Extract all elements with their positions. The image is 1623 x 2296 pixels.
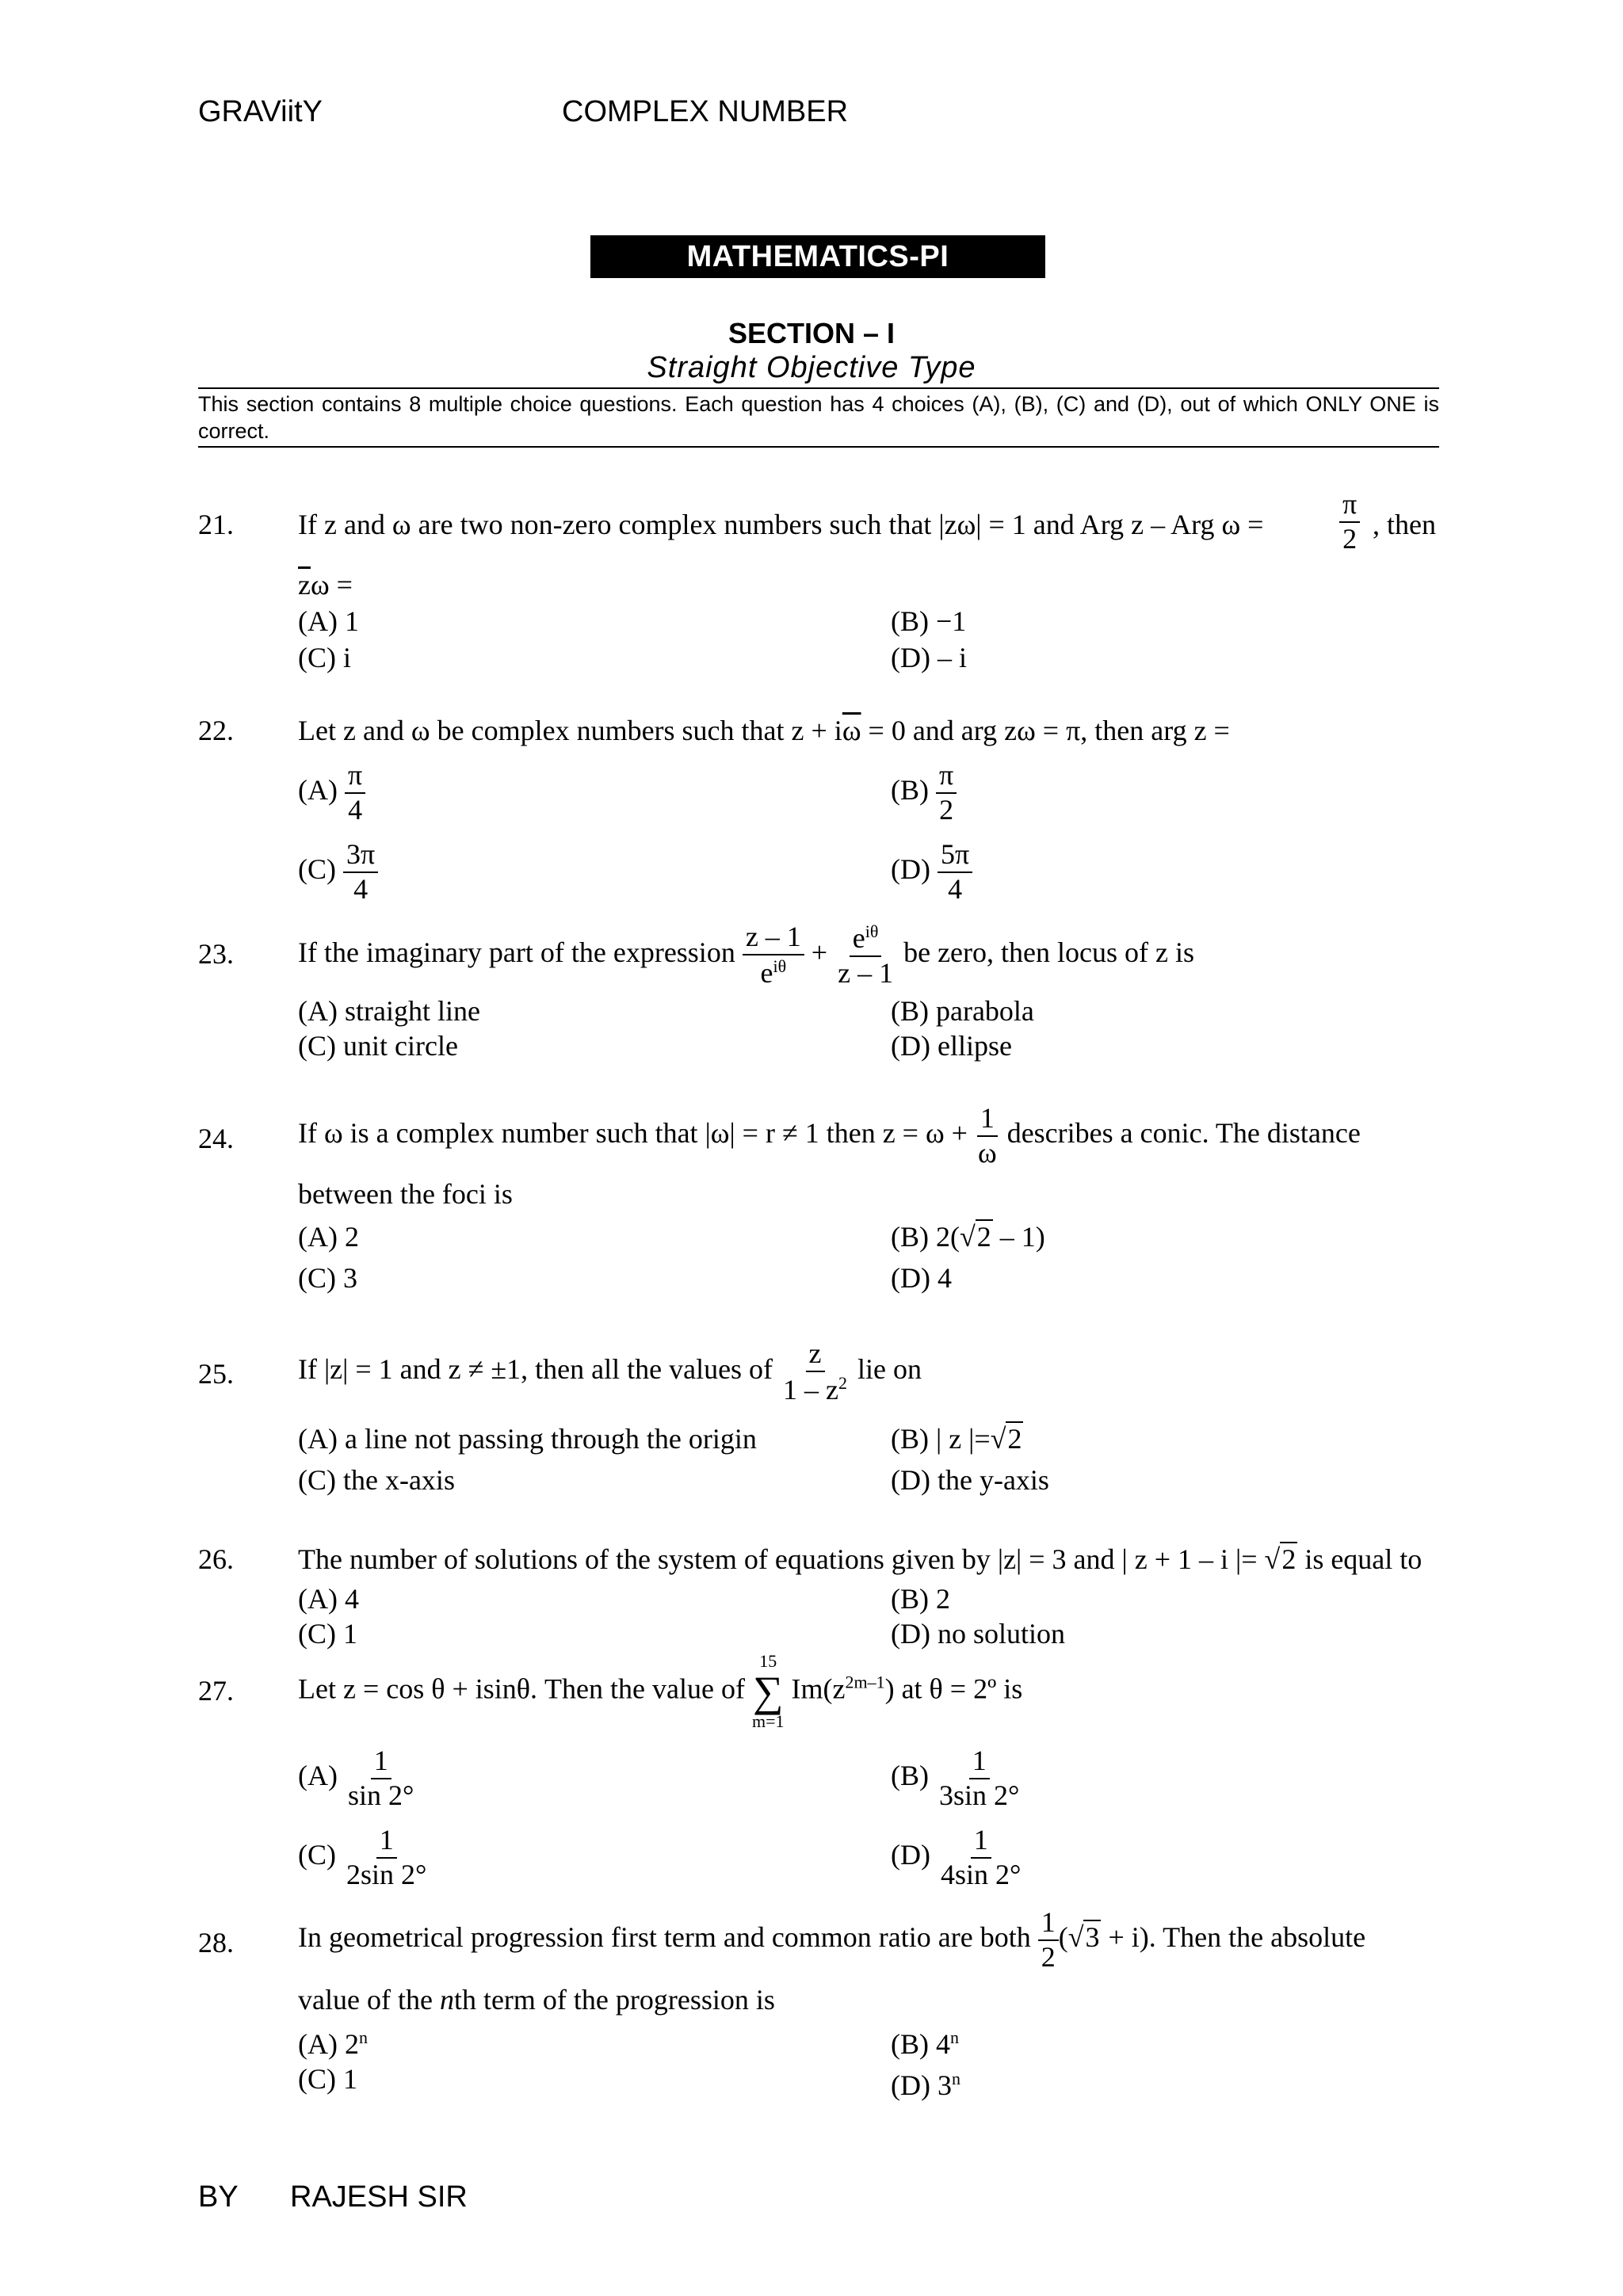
question-line2: value of the nth term of the progression is bbox=[298, 1984, 775, 2016]
option-b[interactable]: (B) 2 bbox=[891, 1583, 950, 1615]
option-b[interactable]: (B) −1 bbox=[891, 605, 967, 637]
option-d[interactable]: (D) the y-axis bbox=[891, 1464, 1049, 1496]
option-b[interactable]: (B) 2(√2 – 1) bbox=[891, 1221, 1045, 1253]
header-left: GRAViitY bbox=[198, 95, 323, 128]
option-c[interactable]: (C) 1 bbox=[298, 1618, 357, 1650]
question-line2: between the foci is bbox=[298, 1178, 513, 1210]
question-number: 27. bbox=[198, 1675, 234, 1707]
section-title: SECTION – I bbox=[727, 317, 896, 349]
option-a[interactable]: (A) $\frac{\pi}{4}$ bbox=[298, 761, 365, 826]
question-fraction: $\frac{\pi}{2}$ bbox=[1339, 490, 1360, 555]
question-text: If z and ω are two non-zero complex numbers such that |zω| = 1 and Arg z – Arg ω = bbox=[298, 509, 1264, 540]
divider-top bbox=[198, 387, 1439, 389]
option-a[interactable]: (A) 2$^n$ bbox=[298, 2027, 368, 2060]
option-c[interactable]: (C) $\frac{1}{2\sin 2^\circ}$ bbox=[298, 1824, 427, 1890]
option-d[interactable]: (D) $\frac{1}{4\sin 2^\circ}$ bbox=[891, 1824, 1022, 1890]
question-number: 23. bbox=[198, 938, 234, 970]
question-number: 24. bbox=[198, 1123, 234, 1154]
option-b[interactable]: (B) 4$^n$ bbox=[891, 2027, 959, 2060]
question-line2: $\overline{z}\omega$ = bbox=[298, 569, 353, 601]
option-c[interactable]: (C) 1 bbox=[298, 2063, 357, 2095]
question-text: Let z = cos θ + isinθ. Then the value of 15 ∑ m=1 $Im(z^{2m-1})$ at θ = 2º is bbox=[298, 1651, 1023, 1731]
option-a[interactable]: (A) $\frac{1}{\sin 2^\circ}$ bbox=[298, 1745, 414, 1811]
option-d[interactable]: (D) 4 bbox=[891, 1262, 952, 1294]
question-text: If ω is a complex number such that |ω| = r ≠ 1 then z = ω + $\frac{1}{\omega}$ describes a conic. The distance bbox=[298, 1102, 1361, 1169]
option-c[interactable]: (C) the x-axis bbox=[298, 1464, 455, 1496]
question-text: If |z| = 1 and z ≠ ±1, then all the values of $\frac{z}{1 - z^2}$ lie on bbox=[298, 1337, 922, 1405]
footer-by: BY bbox=[198, 2180, 239, 2214]
question-text: The number of solutions of the system of equations given by |z| = 3 and | z + 1 – i |= √2 is equal to bbox=[298, 1543, 1423, 1575]
option-b[interactable]: (B) parabola bbox=[891, 995, 1034, 1027]
option-d[interactable]: (D) – i bbox=[891, 642, 967, 673]
subject-banner: MATHEMATICS-PI bbox=[590, 235, 1045, 278]
option-d[interactable]: (D) 3$^n$ bbox=[891, 2069, 960, 2101]
option-c[interactable]: (C) 3 bbox=[298, 1262, 357, 1294]
question-number: 26. bbox=[198, 1543, 234, 1575]
question-text-tail: , then bbox=[1373, 509, 1436, 540]
option-a[interactable]: (A) a line not passing through the origin bbox=[298, 1423, 757, 1455]
option-d[interactable]: (D) no solution bbox=[891, 1618, 1065, 1650]
question-text: Let z and ω be complex numbers such that $z + i\overline{\omega} = 0$ and arg zω = π, then arg z = bbox=[298, 715, 1230, 746]
option-a[interactable]: (A) straight line bbox=[298, 995, 480, 1027]
option-c[interactable]: (C) $\frac{3\pi}{4}$ bbox=[298, 840, 378, 905]
option-b[interactable]: (B) $\frac{1}{3\sin 2^\circ}$ bbox=[891, 1745, 1020, 1811]
question-number: 25. bbox=[198, 1358, 234, 1390]
section-instructions: This section contains 8 multiple choice questions. Each question has 4 choices (A), (B), (C) and (D), out of which ONLY ONE is correct. bbox=[198, 392, 1439, 443]
question-text: In geometrical progression first term and common ratio are both $\frac{1}{2}$ (√3 + i). Then the absolute bbox=[298, 1906, 1366, 1973]
option-b[interactable]: (B) | z |=√2 bbox=[891, 1423, 1022, 1455]
option-d[interactable]: (D) $\frac{5\pi}{4}$ bbox=[891, 840, 972, 905]
question-number: 28. bbox=[198, 1927, 234, 1958]
question-number: 22. bbox=[198, 715, 234, 746]
option-b[interactable]: (B) $\frac{\pi}{2}$ bbox=[891, 761, 957, 826]
question-number: 21. bbox=[198, 509, 234, 540]
option-c[interactable]: (C) unit circle bbox=[298, 1030, 458, 1062]
option-a[interactable]: (A) 1 bbox=[298, 605, 359, 637]
question-text: If the imaginary part of the expression $\frac{z - 1}{e^{i\theta}}$ + $\frac{e^{i\theta}}{z - 1}$ be zero, then locus of z is bbox=[298, 921, 1194, 989]
divider-bottom bbox=[198, 446, 1439, 448]
option-d[interactable]: (D) ellipse bbox=[891, 1030, 1012, 1062]
footer-author: RAJESH SIR bbox=[290, 2180, 468, 2214]
option-a[interactable]: (A) 2 bbox=[298, 1221, 359, 1253]
section-subtitle: Straight Objective Type bbox=[647, 351, 976, 384]
option-a[interactable]: (A) 4 bbox=[298, 1583, 359, 1615]
header-right: COMPLEX NUMBER bbox=[562, 95, 849, 128]
option-c[interactable]: (C) i bbox=[298, 642, 351, 673]
